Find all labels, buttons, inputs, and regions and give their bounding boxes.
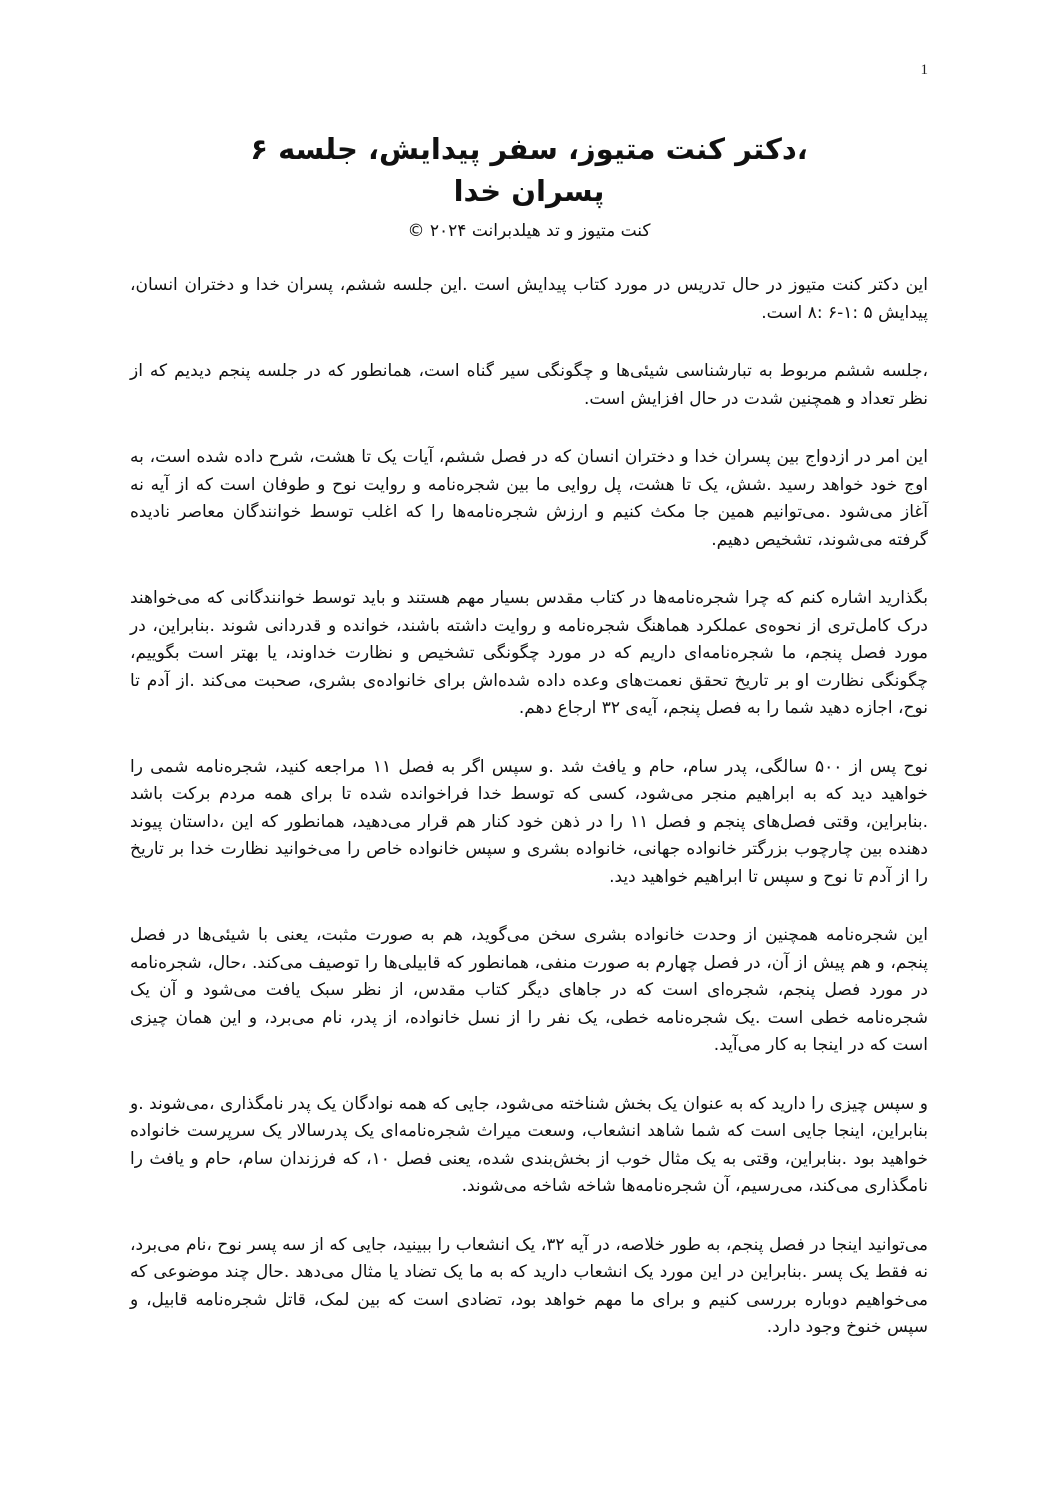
paragraph: این دکتر کنت متیوز در حال تدریس در مورد کتاب پیدایش است .این جلسه ششم، پسران خدا و دختران انسان، پیدایش ۵ :۱-۶ :۸ است. xyxy=(130,275,928,323)
document-subtitle: پسران خدا xyxy=(453,174,605,208)
paragraph: و سپس چیزی را دارید که به عنوان یک بخش شناخته می‌شود، جایی که همه نوادگان یک پدر نامگذاری ،می‌شوند .و بنابراین، اینجا جایی است که شما شاهد انشعاب، وسعت میراث شجره‌نامه‌ای یک پدرسالار یک سرپرست خانواده خواهید بود .بنابراین، وقتی به یک مثال خوب از بخش‌بندی شده، یعنی فصل ۱۰، که فرزندان سام، حام و یافث را نامگذاری می‌کند، می‌رسیم، آن شجره‌نامه‌ها شاخه شاخه می‌شوند. xyxy=(130,1093,928,1196)
paragraph: می‌توانید اینجا در فصل پنجم، به طور خلاصه، در آیه ۳۲، یک انشعاب را ببینید، جایی که از سه پسر نوح ،نام می‌برد، نه فقط یک پسر .بنابراین در این مورد یک انشعاب دارید که به ما یک تضاد یا مثال می‌دهد .حال چند موضوعی که می‌خواهیم دوباره بررسی کنیم و برای ما مهم خواهد بود، تضادی است که بین لمک، قاتل شجره‌نامه قابیل، و سپس خنوخ وجود دارد. xyxy=(130,1234,928,1337)
paragraph: ،جلسه ششم مربوط به تبارشناسی شیئی‌ها و چگونگی سیر گناه است، همانطور که در جلسه پنجم دیدیم که از نظر تعداد و همچنین شدت در حال افزایش است. xyxy=(130,361,928,409)
paragraph: بگذارید اشاره کنم که چرا شجره‌نامه‌ها در کتاب مقدس بسیار مهم هستند و باید توسط خوانندگانی که می‌خواهند درک کامل‌تری از نحوه‌ی عملکرد هماهنگ شجره‌نامه و روایت داشته باشند، خوانده و قدردانی شوند .بنابراین، در مورد فصل پنجم، ما شجره‌نامه‌ای داریم که در مورد چگونگی تشخیص و نظارت خداوند، یا بهتر است بگوییم، چگونگی نظارت او بر تاریخ تحقق نعمت‌های وعده داده شده‌اش برای خانواده‌ی بشری، صحبت می‌کند .از آدم تا نوح، اجازه دهید شما را به فصل پنجم، آیه‌ی ۳۲ ارجاع دهم. xyxy=(130,588,928,718)
paragraph: این امر در ازدواج بین پسران خدا و دختران انسان که در فصل ششم، آیات یک تا هشت، شرح داده شده است، به اوج خود خواهد رسید .شش، یک تا هشت، پل روایی ما بین شجره‌نامه و روایت نوح و طوفان است که از آیه نه آغاز می‌شود .می‌توانیم همین جا مکث کنیم و ارزش شجره‌نامه‌ها را که اغلب توسط خوانندگان معاصر نادیده گرفته می‌شوند، تشخیص دهیم. xyxy=(130,447,928,550)
copyright-notice: کنت متیوز و تد هیلدبرانت ۲۰۲۴ © xyxy=(407,221,651,241)
paragraph: این شجره‌نامه همچنین از وحدت خانواده بشری سخن می‌گوید، هم به صورت مثبت، یعنی با شیئی‌ها در فصل پنجم، و هم پیش از آن، در فصل چهارم به صورت منفی، همانطور که قابیلی‌ها را توصیف می‌کند. ،حال، شجره‌نامه در مورد فصل پنجم، شجره‌ای است که در جاهای دیگر کتاب مقدس، از نظر سبک یافت می‌شود و آن یک شجره‌نامه خطی است .یک شجره‌نامه خطی، یک نفر را از نسل خانواده، از پدر، نام می‌برد، و این همان چیزی است که در اینجا به کار می‌آید. xyxy=(130,925,928,1055)
page-number: 1 xyxy=(920,62,928,78)
document-body xyxy=(130,272,928,1373)
paragraph: نوح پس از ۵۰۰ سالگی، پدر سام، حام و یافث شد .و سپس اگر به فصل ۱۱ مراجعه کنید، شجره‌نامه شمی را خواهید دید که به ابراهیم منجر می‌شود، کسی که توسط خدا فراخوانده شده تا برای همه مردم برکت باشد .بنابراین، وقتی فصل‌های پنجم و فصل ۱۱ را در ذهن خود کنار هم قرار می‌دهید، همانطور که این ،داستان پیوند دهنده بین چارچوب بزرگتر خانواده جهانی، خانواده بشری و سپس خانواده خاص را می‌خوانید نظارت خدا بر تاریخ را از آدم تا نوح و سپس تا ابراهیم خواهید دید. xyxy=(130,756,929,887)
document-title: ،دکتر کنت متیوز، سفر پیدایش، جلسه ۶ xyxy=(250,132,808,166)
title-block xyxy=(130,128,928,244)
